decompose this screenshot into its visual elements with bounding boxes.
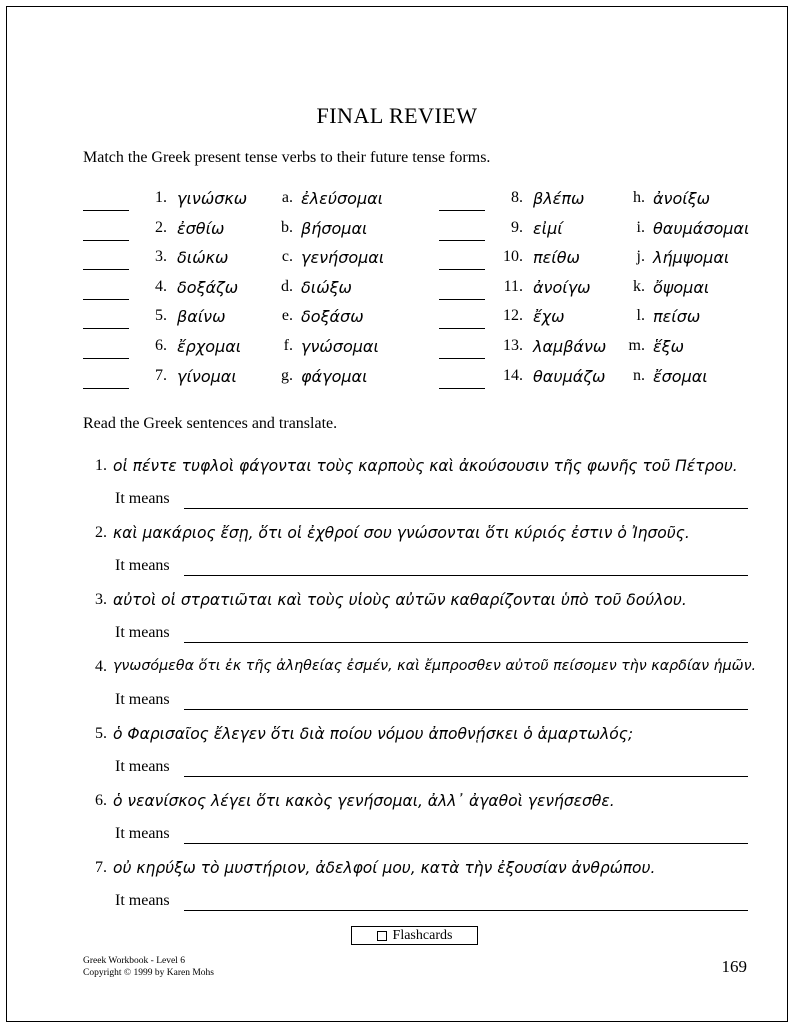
future-verb: λήμψομαι bbox=[653, 248, 730, 268]
greek-sentence: γνωσόμεθα ὅτι ἐκ τῆς ἀληθείας ἐσμέν, καὶ ἔμπροσθεν αὐτοῦ πείσομεν τὴν καρδίαν ἡμῶν. bbox=[113, 658, 757, 674]
answer-letter: h. bbox=[633, 189, 645, 206]
sentence-number: 6. bbox=[95, 792, 107, 809]
sentence-item bbox=[7, 457, 789, 517]
item-number: 13. bbox=[503, 337, 523, 354]
future-verb: θαυμάσομαι bbox=[653, 218, 750, 238]
translation-answer-line[interactable] bbox=[184, 508, 748, 509]
future-verb: ἕξω bbox=[653, 337, 684, 356]
it-means-label: It means bbox=[115, 825, 170, 842]
present-verb: βλέπω bbox=[533, 189, 585, 208]
page-number: 169 bbox=[721, 957, 747, 976]
future-verb: διώξω bbox=[301, 277, 352, 297]
match-row bbox=[7, 337, 789, 361]
present-verb: ἔρχομαι bbox=[177, 337, 242, 356]
sentence-item bbox=[7, 524, 789, 584]
greek-sentence: οὐ κηρύξω τὸ μυστήριον, ἀδελφοί μου, κατὰ τὴν ἐξουσίαν ἀνθρώπου. bbox=[113, 859, 656, 877]
sentence-item bbox=[7, 725, 789, 785]
footer-workbook-title: Greek Workbook - Level 6 bbox=[83, 956, 185, 966]
item-number: 11. bbox=[503, 277, 523, 295]
match-instruction: Match the Greek present tense verbs to their future tense forms. bbox=[83, 149, 491, 166]
greek-sentence: καὶ μακάριος ἔσῃ, ὅτι οἱ ἐχθροί σου γνώσονται ὅτι κύριός ἐστιν ὁ Ἰησοῦς. bbox=[113, 524, 690, 542]
translation-answer-line[interactable] bbox=[184, 843, 748, 844]
answer-letter: d. bbox=[281, 277, 293, 295]
item-number: 9. bbox=[511, 218, 523, 236]
translation-answer-line[interactable] bbox=[184, 642, 748, 643]
sentence-number: 4. bbox=[95, 658, 107, 675]
worksheet-page bbox=[6, 6, 788, 1022]
answer-letter: g. bbox=[281, 366, 293, 384]
sentence-item bbox=[7, 792, 789, 852]
translation-answer-line[interactable] bbox=[184, 709, 748, 710]
future-verb: ὄψομαι bbox=[653, 277, 710, 297]
page-title: FINAL REVIEW bbox=[316, 103, 478, 128]
sentence-number: 2. bbox=[95, 524, 107, 541]
match-row bbox=[7, 248, 789, 272]
greek-sentence: αὐτοὶ οἱ στρατιῶται καὶ τοὺς υἱοὺς αὐτῶν καθαρίζονται ὑπὸ τοῦ δούλου. bbox=[113, 591, 687, 609]
answer-letter: c. bbox=[281, 248, 293, 266]
answer-letter: f. bbox=[283, 337, 293, 354]
item-number: 1. bbox=[155, 189, 167, 206]
match-row bbox=[7, 278, 789, 302]
checkbox-icon[interactable] bbox=[377, 931, 387, 941]
answer-letter: l. bbox=[636, 307, 645, 325]
it-means-label: It means bbox=[115, 758, 170, 775]
translate-instruction: Read the Greek sentences and translate. bbox=[83, 415, 338, 432]
future-verb: ἀνοίξω bbox=[653, 189, 711, 208]
future-verb: δοξάσω bbox=[301, 307, 364, 327]
it-means-label: It means bbox=[115, 691, 170, 708]
present-verb: θαυμάζω bbox=[533, 366, 606, 386]
item-number: 7. bbox=[155, 366, 167, 384]
answer-letter: e. bbox=[281, 307, 293, 325]
item-number: 8. bbox=[511, 189, 523, 206]
present-verb: ἀνοίγω bbox=[533, 277, 591, 297]
future-verb: γνώσομαι bbox=[301, 337, 379, 356]
future-verb: φάγομαι bbox=[301, 366, 368, 386]
translation-answer-line[interactable] bbox=[184, 910, 748, 911]
answer-letter: j. bbox=[636, 248, 645, 266]
future-verb: ἔσομαι bbox=[653, 366, 708, 386]
present-verb: διώκω bbox=[177, 248, 229, 268]
answer-blank[interactable] bbox=[439, 299, 485, 300]
future-verb: ἐλεύσομαι bbox=[301, 189, 384, 208]
present-verb: γίνομαι bbox=[177, 366, 237, 386]
greek-sentence: ὁ Φαρισαῖος ἔλεγεν ὅτι διὰ ποίου νόμου ἀποθνῄσκει ὁ ἁμαρτωλός; bbox=[113, 725, 634, 743]
sentence-item bbox=[7, 591, 789, 651]
present-verb: δοξάζω bbox=[177, 277, 239, 297]
greek-sentence: ὁ νεανίσκος λέγει ὅτι κακὸς γενήσομαι, ἀλλ᾽ ἀγαθοὶ γενήσεσθε. bbox=[113, 792, 615, 810]
match-row bbox=[7, 189, 789, 213]
item-number: 12. bbox=[503, 307, 523, 325]
match-row bbox=[7, 307, 789, 331]
present-verb: ἔχω bbox=[533, 307, 565, 327]
sentence-item bbox=[7, 859, 789, 919]
answer-letter: m. bbox=[628, 337, 645, 354]
answer-letter: a. bbox=[281, 189, 293, 206]
flashcards-checkbox[interactable] bbox=[351, 926, 478, 945]
item-number: 6. bbox=[155, 337, 167, 354]
future-verb: γενήσομαι bbox=[301, 248, 385, 268]
present-verb: γινώσκω bbox=[177, 189, 248, 208]
sentence-number: 1. bbox=[95, 457, 107, 474]
present-verb: ἐσθίω bbox=[177, 218, 225, 238]
footer bbox=[83, 955, 214, 979]
match-row bbox=[7, 219, 789, 243]
it-means-label: It means bbox=[115, 490, 170, 507]
item-number: 14. bbox=[503, 366, 523, 384]
sentence-number: 3. bbox=[95, 591, 107, 608]
it-means-label: It means bbox=[115, 892, 170, 909]
present-verb: πείθω bbox=[533, 248, 580, 268]
item-number: 10. bbox=[503, 248, 523, 266]
answer-blank[interactable] bbox=[439, 358, 485, 359]
present-verb: εἰμί bbox=[533, 218, 563, 238]
sentence-number: 5. bbox=[95, 725, 107, 742]
present-verb: βαίνω bbox=[177, 307, 226, 327]
future-verb: βήσομαι bbox=[301, 218, 368, 238]
item-number: 2. bbox=[155, 218, 167, 236]
footer-copyright: Copyright © 1999 by Karen Mohs bbox=[83, 968, 214, 978]
flashcards-label: Flashcards bbox=[392, 927, 453, 943]
match-row bbox=[7, 367, 789, 391]
item-number: 5. bbox=[155, 307, 167, 325]
answer-letter: k. bbox=[633, 277, 645, 295]
future-verb: πείσω bbox=[653, 307, 701, 327]
answer-blank[interactable] bbox=[439, 240, 485, 241]
answer-letter: i. bbox=[636, 218, 645, 236]
it-means-label: It means bbox=[115, 624, 170, 641]
sentence-number: 7. bbox=[95, 859, 107, 876]
sentence-item bbox=[7, 658, 789, 718]
item-number: 4. bbox=[155, 277, 167, 295]
item-number: 3. bbox=[155, 248, 167, 266]
answer-blank[interactable] bbox=[439, 328, 485, 329]
it-means-label: It means bbox=[115, 557, 170, 574]
answer-blank[interactable] bbox=[439, 210, 485, 211]
answer-letter: n. bbox=[633, 366, 645, 384]
present-verb: λαμβάνω bbox=[533, 337, 607, 356]
answer-letter: b. bbox=[281, 218, 293, 236]
answer-blank[interactable] bbox=[439, 269, 485, 270]
greek-sentence: οἱ πέντε τυφλοὶ φάγονται τοὺς καρποὺς καὶ ἀκούσουσιν τῆς φωνῆς τοῦ Πέτρου. bbox=[113, 457, 738, 475]
translation-answer-line[interactable] bbox=[184, 776, 748, 777]
answer-blank[interactable] bbox=[439, 388, 485, 389]
translation-answer-line[interactable] bbox=[184, 575, 748, 576]
